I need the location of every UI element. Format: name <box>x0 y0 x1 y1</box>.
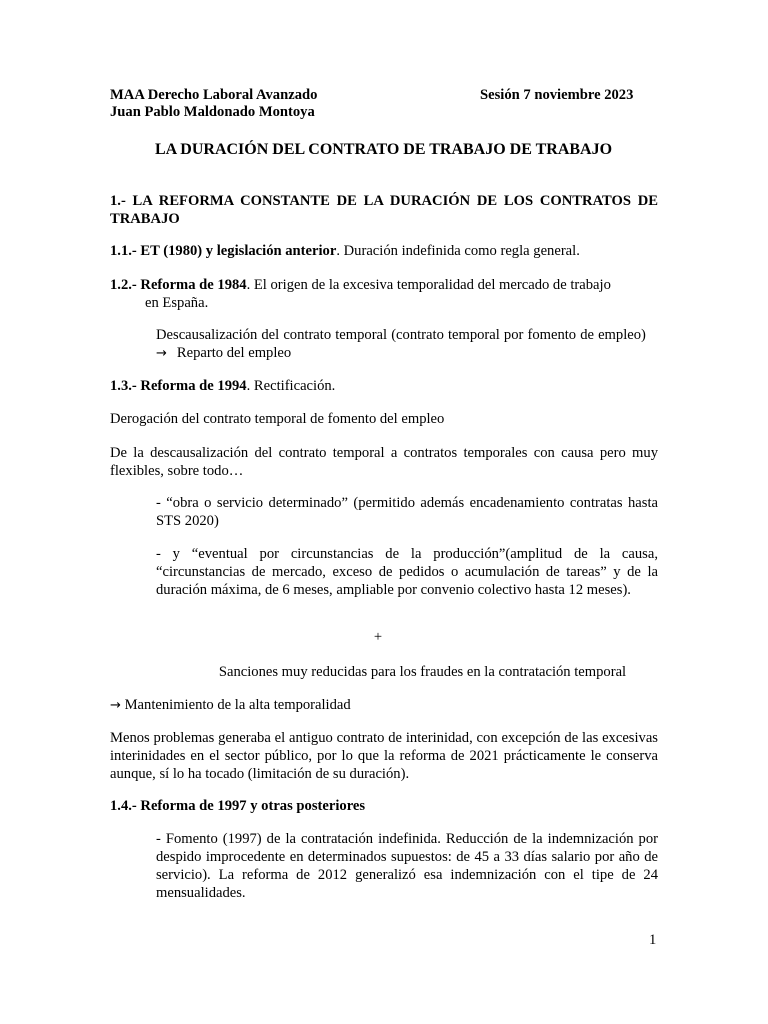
paragraph: Derogación del contrato temporal de fomento del empleo <box>110 411 445 427</box>
result-text: Mantenimiento de la alta temporalidad <box>124 697 351 713</box>
list-item: - y “eventual por circunstancias de la producción”(amplitud de la causa, “circunstancias de mercado, exceso de pedidos o acumulación de tareas” y de la duración máxima, de 6 meses, ampliable por convenio colectivo hasta 12 meses). <box>156 546 658 598</box>
section-heading: 1.- LA REFORMA CONSTANTE DE LA DURACIÓN DE LOS CONTRATOS DE TRABAJO <box>110 193 658 227</box>
right-arrow-icon: → <box>156 346 167 361</box>
course-name: MAA Derecho Laboral Avanzado <box>110 87 318 103</box>
subsection-1-2-continuation: en España. <box>145 295 209 311</box>
subsection-1-2 <box>110 276 658 294</box>
list-item: - Fomento (1997) de la contratación indefinida. Reducción de la indemnización por despido improcedente en determinados supuestos: de 45 a 33 días salario por año de servicio). La reforma de 2012 generalizó esa indemnización con el tipe de 24 mensualidades. <box>156 831 658 901</box>
session-date: Sesión 7 noviembre 2023 <box>480 87 634 103</box>
right-arrow-icon: → <box>110 698 121 713</box>
author-name: Juan Pablo Maldonado Montoya <box>110 104 315 120</box>
paragraph: De la descausalización del contrato temporal a contratos temporales con causa pero muy flexibles, sobre todo… <box>110 445 658 479</box>
subsection-1-2-text: . El origen de la excesiva temporalidad del mercado de trabajo <box>246 277 611 293</box>
page-number: 1 <box>649 932 657 948</box>
result-line <box>110 696 658 715</box>
subsection-1-2-title: 1.2.- Reforma de 1984 <box>110 277 247 293</box>
indented-paragraph <box>156 326 658 363</box>
reparto-text: Reparto del empleo <box>176 345 292 361</box>
subsection-1-1-title: 1.1.- ET (1980) y legislación anterior <box>110 243 337 259</box>
subsection-1-1-text: . Duración indefinida como regla general. <box>336 243 580 259</box>
descausalizacion-text: Descausalización del contrato temporal (contrato temporal por fomento de empleo) <box>156 327 646 343</box>
sanctions-text: Sanciones muy reducidas para los fraudes en la contratación temporal <box>218 664 627 680</box>
document-title: LA DURACIÓN DEL CONTRATO DE TRABAJO DE TRABAJO <box>154 141 613 158</box>
subsection-1-1 <box>110 242 658 260</box>
list-item: - “obra o servicio determinado” (permitido además encadenamiento contratas hasta STS 2020) <box>156 495 658 529</box>
subsection-1-3-title: 1.3.- Reforma de 1994 <box>110 378 247 394</box>
paragraph: Menos problemas generaba el antiguo contrato de interinidad, con excepción de las excesivas interinidades en el sector público, por lo que la reforma de 2021 prácticamente le conserva aunque, sí lo ha tocado (limitación de su duración). <box>110 730 658 782</box>
plus-sign: + <box>373 629 383 645</box>
subsection-1-3-text: . Rectificación. <box>246 378 336 394</box>
subsection-1-3 <box>110 377 658 395</box>
subsection-1-4-title: 1.4.- Reforma de 1997 y otras posteriores <box>110 798 366 814</box>
